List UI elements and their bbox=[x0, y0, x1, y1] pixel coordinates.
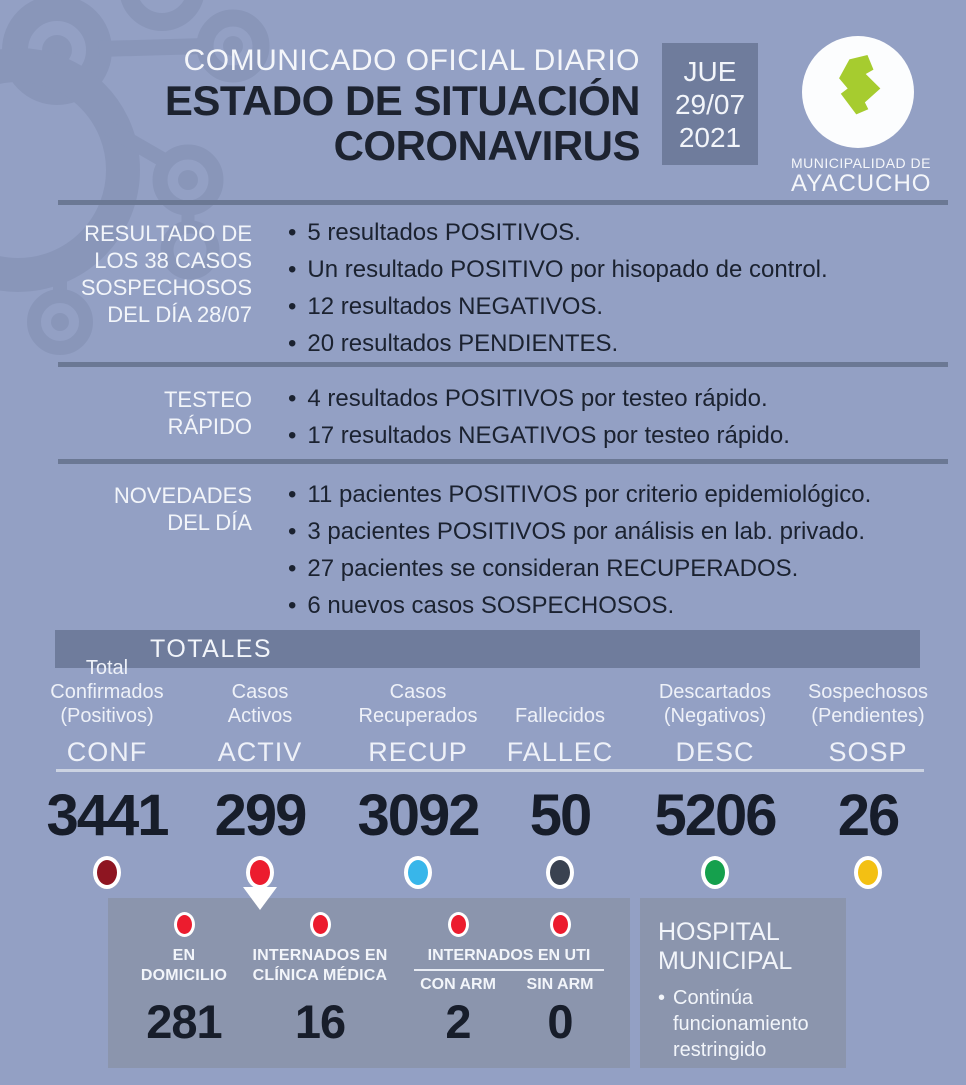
red-dot-icon bbox=[310, 912, 331, 937]
bullet-item: • 4 resultados POSITIVOS por testeo rápido. bbox=[288, 380, 938, 417]
totals-column-conf: Total Confirmados (Positivos) CONF bbox=[27, 676, 187, 768]
uti-underline bbox=[414, 969, 604, 971]
value-sin-arm: 0 bbox=[547, 995, 573, 1048]
bullet-item: • 5 resultados POSITIVOS. bbox=[288, 214, 938, 251]
label-internados-uti: INTERNADOS EN UTI bbox=[427, 947, 591, 964]
report-title-line1: ESTADO DE SITUACIÓN bbox=[164, 77, 640, 124]
bullet-item: • 3 pacientes POSITIVOS por análisis en lab. privado. bbox=[288, 513, 938, 550]
ayacucho-map-icon bbox=[815, 49, 901, 135]
column-abbr: CONF bbox=[66, 737, 148, 767]
bullet-item: • Un resultado POSITIVO por hisopado de control. bbox=[288, 251, 938, 288]
value-desc: 5206 bbox=[654, 783, 776, 848]
section-bullets-testeo-rapido bbox=[288, 380, 938, 454]
value-fallec: 50 bbox=[529, 783, 591, 848]
column-abbr: RECUP bbox=[368, 737, 468, 767]
totals-column-fallec: Fallecidos FALLEC bbox=[480, 676, 640, 768]
bullet-item: • 12 resultados NEGATIVOS. bbox=[288, 288, 938, 325]
date-day: JUE bbox=[683, 55, 737, 87]
date-year: 2021 bbox=[678, 121, 742, 153]
section-label-testeo-rapido: TESTEO RÁPIDO bbox=[163, 387, 252, 439]
totals-header-bar: TOTALES bbox=[55, 630, 920, 668]
bullet-item: • 27 pacientes se consideran RECUPERADOS. bbox=[288, 550, 938, 587]
bullet-item: • 11 pacientes POSITIVOS por criterio epidemiológico. bbox=[288, 476, 938, 513]
label-con-arm: CON ARM bbox=[420, 976, 496, 993]
active-breakdown-panel bbox=[108, 898, 630, 1068]
section-label-resultados: RESULTADO DE LOS 38 CASOS SOSPECHOSOS DEL DÍA 28/07 bbox=[80, 221, 252, 327]
date-badge bbox=[662, 43, 758, 165]
bullet-item: • 6 nuevos casos SOSPECHOSOS. bbox=[288, 587, 938, 624]
section-bullets-novedades bbox=[288, 476, 938, 624]
red-dot-icon bbox=[174, 912, 195, 937]
conf-dot-icon bbox=[93, 856, 121, 889]
column-abbr: DESC bbox=[675, 737, 755, 767]
divider bbox=[58, 459, 948, 464]
red-dot-icon bbox=[550, 912, 571, 937]
desc-dot-icon bbox=[701, 856, 729, 889]
recup-dot-icon bbox=[404, 856, 432, 889]
pointer-triangle-icon bbox=[243, 887, 277, 910]
report-title-line2: CORONAVIRUS bbox=[333, 122, 640, 169]
value-en-domicilio: 281 bbox=[146, 995, 222, 1048]
section-bullets-resultados bbox=[288, 214, 938, 362]
value-activ: 299 bbox=[214, 783, 306, 848]
section-label-novedades: NOVEDADES DEL DÍA bbox=[113, 483, 252, 535]
totals-column-sosp: Sospechosos (Pendientes) SOSP bbox=[788, 676, 948, 768]
totals-column-recup: Casos Recuperados RECUP bbox=[338, 676, 498, 768]
sosp-dot-icon bbox=[854, 856, 882, 889]
activ-dot-icon bbox=[246, 856, 274, 889]
bullet-item: • 17 resultados NEGATIVOS por testeo rápido. bbox=[288, 417, 938, 454]
red-dot-icon bbox=[448, 912, 469, 937]
logo-circle bbox=[802, 36, 914, 148]
fallec-dot-icon bbox=[546, 856, 574, 889]
totals-column-activ: Casos Activos ACTIV bbox=[180, 676, 340, 768]
value-conf: 3441 bbox=[46, 783, 168, 848]
label-sin-arm: SIN ARM bbox=[526, 976, 594, 993]
column-abbr: SOSP bbox=[828, 737, 908, 767]
hospital-status-bullet: • Continúa funcionamiento restringido bbox=[658, 985, 830, 1063]
divider bbox=[56, 769, 924, 772]
report-title-block bbox=[0, 44, 640, 168]
logo-org-line1: MUNICIPALIDAD DE bbox=[791, 155, 931, 171]
value-sosp: 26 bbox=[837, 783, 899, 848]
bullet-item: • 20 resultados PENDIENTES. bbox=[288, 325, 938, 362]
report-kicker: COMUNICADO OFICIAL DIARIO bbox=[183, 44, 640, 77]
column-abbr: ACTIV bbox=[217, 737, 303, 767]
value-clinica-medica: 16 bbox=[294, 995, 346, 1048]
hospital-title-line1: HOSPITAL bbox=[658, 918, 780, 946]
label-en-domicilio: EN DOMICILIO bbox=[140, 947, 228, 984]
label-clinica-medica: INTERNADOS EN CLÍNICA MÉDICA bbox=[252, 947, 388, 984]
date-daymonth: 29/07 bbox=[674, 88, 746, 120]
divider bbox=[58, 362, 948, 367]
divider bbox=[58, 200, 948, 205]
logo-org-line2: AYACUCHO bbox=[791, 170, 932, 197]
column-abbr: FALLEC bbox=[506, 737, 614, 767]
hospital-title-line2: MUNICIPAL bbox=[658, 947, 793, 975]
totals-column-desc: Descartados (Negativos) DESC bbox=[635, 676, 795, 768]
value-recup: 3092 bbox=[357, 783, 479, 848]
value-con-arm: 2 bbox=[445, 995, 471, 1048]
municipality-logo bbox=[791, 36, 932, 197]
hospital-panel bbox=[640, 898, 846, 1068]
